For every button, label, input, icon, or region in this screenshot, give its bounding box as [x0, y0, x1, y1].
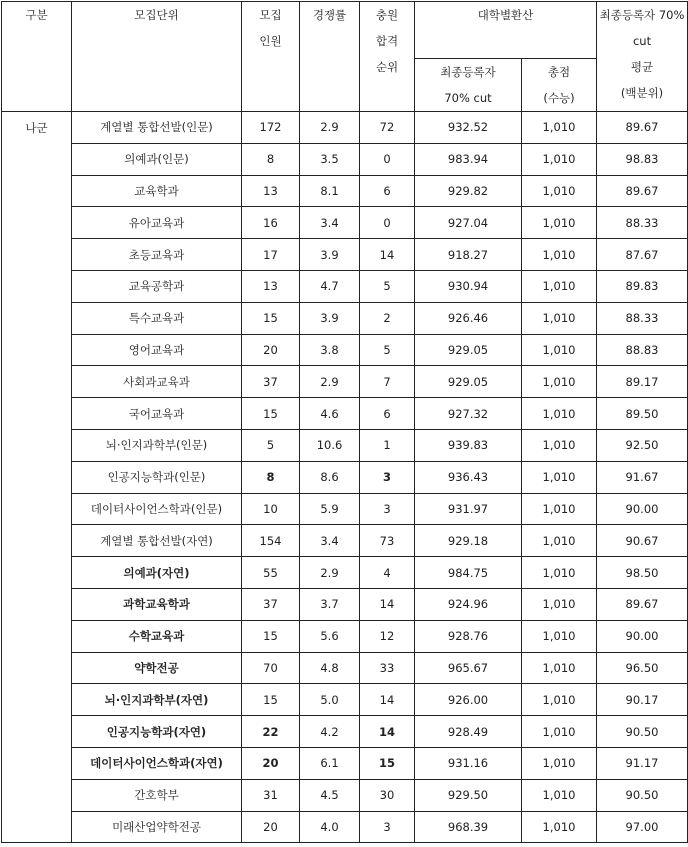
quota-cell: 15	[242, 302, 300, 334]
competition-cell: 2.9	[300, 557, 360, 589]
header-region: 구분	[2, 2, 72, 112]
rank-cell: 0	[360, 207, 415, 239]
unit-cell: 교육학과	[72, 175, 242, 207]
competition-cell: 3.4	[300, 207, 360, 239]
table-row	[2, 334, 688, 366]
unit-cell: 초등교육과	[72, 239, 242, 271]
total-cell: 1,010	[522, 779, 597, 811]
cut70-cell: 926.00	[415, 684, 522, 716]
table-body	[2, 112, 688, 843]
region-cell: 나군	[2, 112, 72, 843]
unit-cell: 유아교육과	[72, 207, 242, 239]
table-row	[2, 620, 688, 652]
cut70-cell: 983.94	[415, 143, 522, 175]
quota-cell: 70	[242, 652, 300, 684]
table-row	[2, 429, 688, 461]
header-competition: 경쟁률	[300, 2, 360, 112]
unit-cell: 교육공학과	[72, 270, 242, 302]
competition-cell: 10.6	[300, 429, 360, 461]
competition-cell: 8.1	[300, 175, 360, 207]
table-row	[2, 461, 688, 493]
total-cell: 1,010	[522, 811, 597, 843]
percentile-avg-cell: 90.50	[597, 779, 688, 811]
header-line: 최종등록자 70%	[599, 8, 685, 22]
quota-cell: 37	[242, 588, 300, 620]
percentile-avg-cell: 90.67	[597, 525, 688, 557]
table-row	[2, 557, 688, 589]
rank-cell: 4	[360, 557, 415, 589]
total-cell: 1,010	[522, 461, 597, 493]
header-line: 순위	[375, 60, 399, 74]
cut70-cell: 924.96	[415, 588, 522, 620]
percentile-avg-cell: 88.33	[597, 207, 688, 239]
percentile-avg-cell: 89.50	[597, 398, 688, 430]
percentile-avg-cell: 89.67	[597, 112, 688, 144]
header-unit: 모집단위	[72, 2, 242, 112]
rank-cell: 72	[360, 112, 415, 144]
quota-cell: 8	[242, 461, 300, 493]
competition-cell: 4.8	[300, 652, 360, 684]
quota-cell: 5	[242, 429, 300, 461]
quota-cell: 15	[242, 684, 300, 716]
competition-cell: 3.7	[300, 588, 360, 620]
cut70-cell: 929.18	[415, 525, 522, 557]
percentile-avg-cell: 97.00	[597, 811, 688, 843]
rank-cell: 3	[360, 811, 415, 843]
total-cell: 1,010	[522, 716, 597, 748]
header-line: cut	[632, 34, 652, 48]
total-cell: 1,010	[522, 270, 597, 302]
total-cell: 1,010	[522, 302, 597, 334]
table-row	[2, 175, 688, 207]
competition-cell: 4.2	[300, 716, 360, 748]
header-line: 평균	[630, 60, 654, 74]
rank-cell: 33	[360, 652, 415, 684]
percentile-avg-cell: 90.50	[597, 716, 688, 748]
unit-cell: 약학전공	[72, 652, 242, 684]
header-line: 최종등록자	[440, 65, 496, 79]
total-cell: 1,010	[522, 207, 597, 239]
header-line: 모집	[259, 8, 282, 22]
competition-cell: 2.9	[300, 366, 360, 398]
table-row	[2, 652, 688, 684]
rank-cell: 14	[360, 239, 415, 271]
rank-cell: 1	[360, 429, 415, 461]
header-university-score: 대학별환산	[415, 2, 597, 59]
competition-cell: 8.6	[300, 461, 360, 493]
cut70-cell: 930.94	[415, 270, 522, 302]
header-total	[522, 59, 597, 112]
percentile-avg-cell: 98.50	[597, 557, 688, 589]
quota-cell: 37	[242, 366, 300, 398]
table-row	[2, 239, 688, 271]
rank-cell: 7	[360, 366, 415, 398]
competition-cell: 6.1	[300, 747, 360, 779]
unit-cell: 뇌·인지과학부(자연)	[72, 684, 242, 716]
competition-cell: 4.5	[300, 779, 360, 811]
unit-cell: 데이터사이언스학과(자연)	[72, 747, 242, 779]
unit-cell: 과학교육학과	[72, 588, 242, 620]
total-cell: 1,010	[522, 588, 597, 620]
rank-cell: 6	[360, 398, 415, 430]
rank-cell: 30	[360, 779, 415, 811]
unit-cell: 미래산업약학전공	[72, 811, 242, 843]
header-line: 총점	[547, 65, 571, 79]
unit-cell: 의예과(인문)	[72, 143, 242, 175]
table-row	[2, 143, 688, 175]
admission-results-table	[1, 1, 688, 843]
cut70-cell: 936.43	[415, 461, 522, 493]
competition-cell: 5.6	[300, 620, 360, 652]
header-line: 충원	[375, 8, 399, 22]
cut70-cell: 929.82	[415, 175, 522, 207]
quota-cell: 13	[242, 175, 300, 207]
quota-cell: 15	[242, 398, 300, 430]
total-cell: 1,010	[522, 620, 597, 652]
header-line: (백분위)	[620, 86, 664, 100]
total-cell: 1,010	[522, 652, 597, 684]
unit-cell: 계열별 통합선발(인문)	[72, 112, 242, 144]
cut70-cell: 932.52	[415, 112, 522, 144]
competition-cell: 4.0	[300, 811, 360, 843]
cut70-cell: 968.39	[415, 811, 522, 843]
competition-cell: 3.4	[300, 525, 360, 557]
unit-cell: 영어교육과	[72, 334, 242, 366]
unit-cell: 국어교육과	[72, 398, 242, 430]
total-cell: 1,010	[522, 525, 597, 557]
percentile-avg-cell: 90.00	[597, 620, 688, 652]
table-row	[2, 811, 688, 843]
header-cut70	[415, 59, 522, 112]
percentile-avg-cell: 89.83	[597, 270, 688, 302]
competition-cell: 4.6	[300, 398, 360, 430]
quota-cell: 13	[242, 270, 300, 302]
total-cell: 1,010	[522, 747, 597, 779]
table-row	[2, 112, 688, 144]
cut70-cell: 929.50	[415, 779, 522, 811]
percentile-avg-cell: 88.33	[597, 302, 688, 334]
rank-cell: 5	[360, 334, 415, 366]
cut70-cell: 931.97	[415, 493, 522, 525]
quota-cell: 8	[242, 143, 300, 175]
quota-cell: 20	[242, 747, 300, 779]
table-row	[2, 779, 688, 811]
competition-cell: 5.0	[300, 684, 360, 716]
rank-cell: 0	[360, 143, 415, 175]
unit-cell: 인공지능학과(인문)	[72, 461, 242, 493]
cut70-cell: 928.76	[415, 620, 522, 652]
cut70-cell: 939.83	[415, 429, 522, 461]
header-additional-rank	[360, 2, 415, 112]
percentile-avg-cell: 89.17	[597, 366, 688, 398]
competition-cell: 2.9	[300, 112, 360, 144]
percentile-avg-cell: 98.83	[597, 143, 688, 175]
competition-cell: 3.5	[300, 143, 360, 175]
total-cell: 1,010	[522, 239, 597, 271]
cut70-cell: 927.04	[415, 207, 522, 239]
header-quota	[242, 2, 300, 112]
percentile-avg-cell: 92.50	[597, 429, 688, 461]
quota-cell: 20	[242, 811, 300, 843]
quota-cell: 20	[242, 334, 300, 366]
table-row	[2, 398, 688, 430]
percentile-avg-cell: 87.67	[597, 239, 688, 271]
competition-cell: 3.9	[300, 239, 360, 271]
quota-cell: 154	[242, 525, 300, 557]
cut70-cell: 984.75	[415, 557, 522, 589]
cut70-cell: 931.16	[415, 747, 522, 779]
competition-cell: 5.9	[300, 493, 360, 525]
table-row	[2, 747, 688, 779]
unit-cell: 특수교육과	[72, 302, 242, 334]
total-cell: 1,010	[522, 334, 597, 366]
table-row	[2, 270, 688, 302]
percentile-avg-cell: 90.17	[597, 684, 688, 716]
unit-cell: 뇌·인지과학부(인문)	[72, 429, 242, 461]
cut70-cell: 928.49	[415, 716, 522, 748]
percentile-avg-cell: 96.50	[597, 652, 688, 684]
quota-cell: 15	[242, 620, 300, 652]
competition-cell: 3.8	[300, 334, 360, 366]
unit-cell: 수학교육과	[72, 620, 242, 652]
unit-cell: 사회과교육과	[72, 366, 242, 398]
quota-cell: 31	[242, 779, 300, 811]
quota-cell: 10	[242, 493, 300, 525]
header-percentile-avg	[597, 2, 688, 112]
cut70-cell: 965.67	[415, 652, 522, 684]
cut70-cell: 926.46	[415, 302, 522, 334]
quota-cell: 17	[242, 239, 300, 271]
unit-cell: 인공지능학과(자연)	[72, 716, 242, 748]
header-line: (수능)	[543, 91, 575, 105]
header-line: 인원	[259, 34, 282, 48]
table-row	[2, 588, 688, 620]
rank-cell: 15	[360, 747, 415, 779]
total-cell: 1,010	[522, 684, 597, 716]
table-row	[2, 716, 688, 748]
percentile-avg-cell: 89.67	[597, 175, 688, 207]
competition-cell: 4.7	[300, 270, 360, 302]
table-row	[2, 207, 688, 239]
cut70-cell: 929.05	[415, 366, 522, 398]
quota-cell: 172	[242, 112, 300, 144]
competition-cell: 3.9	[300, 302, 360, 334]
rank-cell: 3	[360, 493, 415, 525]
unit-cell: 계열별 통합선발(자연)	[72, 525, 242, 557]
percentile-avg-cell: 89.67	[597, 588, 688, 620]
percentile-avg-cell: 88.83	[597, 334, 688, 366]
rank-cell: 14	[360, 588, 415, 620]
rank-cell: 2	[360, 302, 415, 334]
header-line: 합격	[375, 34, 399, 48]
total-cell: 1,010	[522, 493, 597, 525]
quota-cell: 55	[242, 557, 300, 589]
total-cell: 1,010	[522, 175, 597, 207]
cut70-cell: 929.05	[415, 334, 522, 366]
total-cell: 1,010	[522, 112, 597, 144]
table-row	[2, 684, 688, 716]
unit-cell: 의예과(자연)	[72, 557, 242, 589]
header-line: 70% cut	[444, 91, 492, 105]
rank-cell: 73	[360, 525, 415, 557]
cut70-cell: 927.32	[415, 398, 522, 430]
table-row	[2, 525, 688, 557]
unit-cell: 데이터사이언스학과(인문)	[72, 493, 242, 525]
total-cell: 1,010	[522, 143, 597, 175]
percentile-avg-cell: 90.00	[597, 493, 688, 525]
rank-cell: 12	[360, 620, 415, 652]
rank-cell: 5	[360, 270, 415, 302]
total-cell: 1,010	[522, 557, 597, 589]
table-row	[2, 366, 688, 398]
percentile-avg-cell: 91.67	[597, 461, 688, 493]
rank-cell: 6	[360, 175, 415, 207]
total-cell: 1,010	[522, 398, 597, 430]
total-cell: 1,010	[522, 429, 597, 461]
rank-cell: 14	[360, 716, 415, 748]
quota-cell: 22	[242, 716, 300, 748]
rank-cell: 3	[360, 461, 415, 493]
percentile-avg-cell: 91.17	[597, 747, 688, 779]
rank-cell: 14	[360, 684, 415, 716]
unit-cell: 간호학부	[72, 779, 242, 811]
total-cell: 1,010	[522, 366, 597, 398]
cut70-cell: 918.27	[415, 239, 522, 271]
table-row	[2, 493, 688, 525]
quota-cell: 16	[242, 207, 300, 239]
table-row	[2, 302, 688, 334]
